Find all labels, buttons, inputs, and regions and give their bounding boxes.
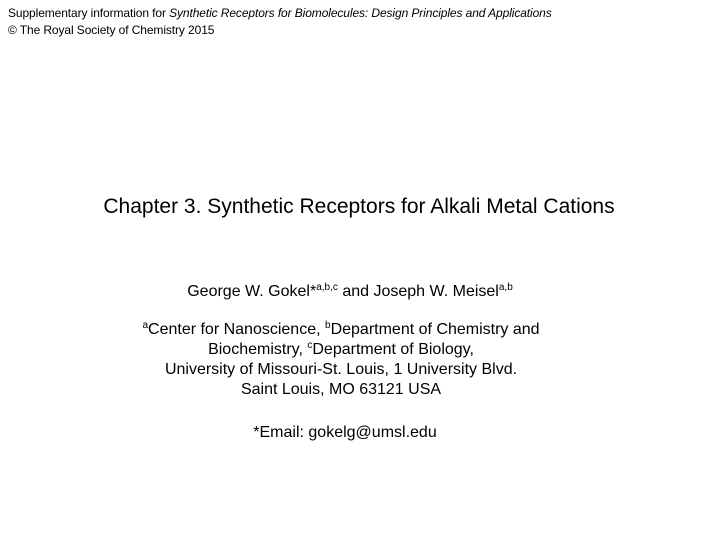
author-2-affil: a,b (498, 282, 513, 293)
affiliation-line-1 (0, 320, 682, 340)
header-book-title: Synthetic Receptors for Biomolecules: Design Principles and Applications (169, 6, 552, 20)
affil-b-text-cont: Biochemistry, (208, 341, 308, 358)
author-2: Joseph W. Meisel (373, 283, 499, 300)
header-line-1 (8, 5, 552, 22)
affil-a-text: Center for Nanoscience, (148, 321, 325, 338)
affil-a-marker: a (142, 320, 149, 331)
author-line (0, 283, 700, 301)
affil-c-marker: c (307, 340, 313, 351)
affil-c-text: Department of Biology, (312, 341, 474, 358)
affiliations (0, 320, 682, 400)
author-1: George W. Gokel* (187, 283, 317, 300)
affiliation-line-4: Saint Louis, MO 63121 USA (240, 381, 442, 398)
affil-b-marker: b (325, 320, 331, 331)
supplementary-header (8, 5, 552, 39)
contact-email: *Email: gokelg@umsl.edu (253, 424, 437, 441)
affiliation-line-3: University of Missouri-St. Louis, 1 University Blvd. (164, 361, 518, 378)
header-prefix: Supplementary information for (8, 6, 170, 20)
author-1-affil: a,b,c (316, 282, 338, 293)
header-copyright: © The Royal Society of Chemistry 2015 (8, 23, 215, 37)
chapter-title: Chapter 3. Synthetic Receptors for Alkali Metal Cations (103, 195, 615, 218)
affiliation-line-2 (0, 340, 682, 360)
affil-b-text: Department of Chemistry and (330, 321, 540, 338)
author-conjunction: and (337, 283, 374, 300)
